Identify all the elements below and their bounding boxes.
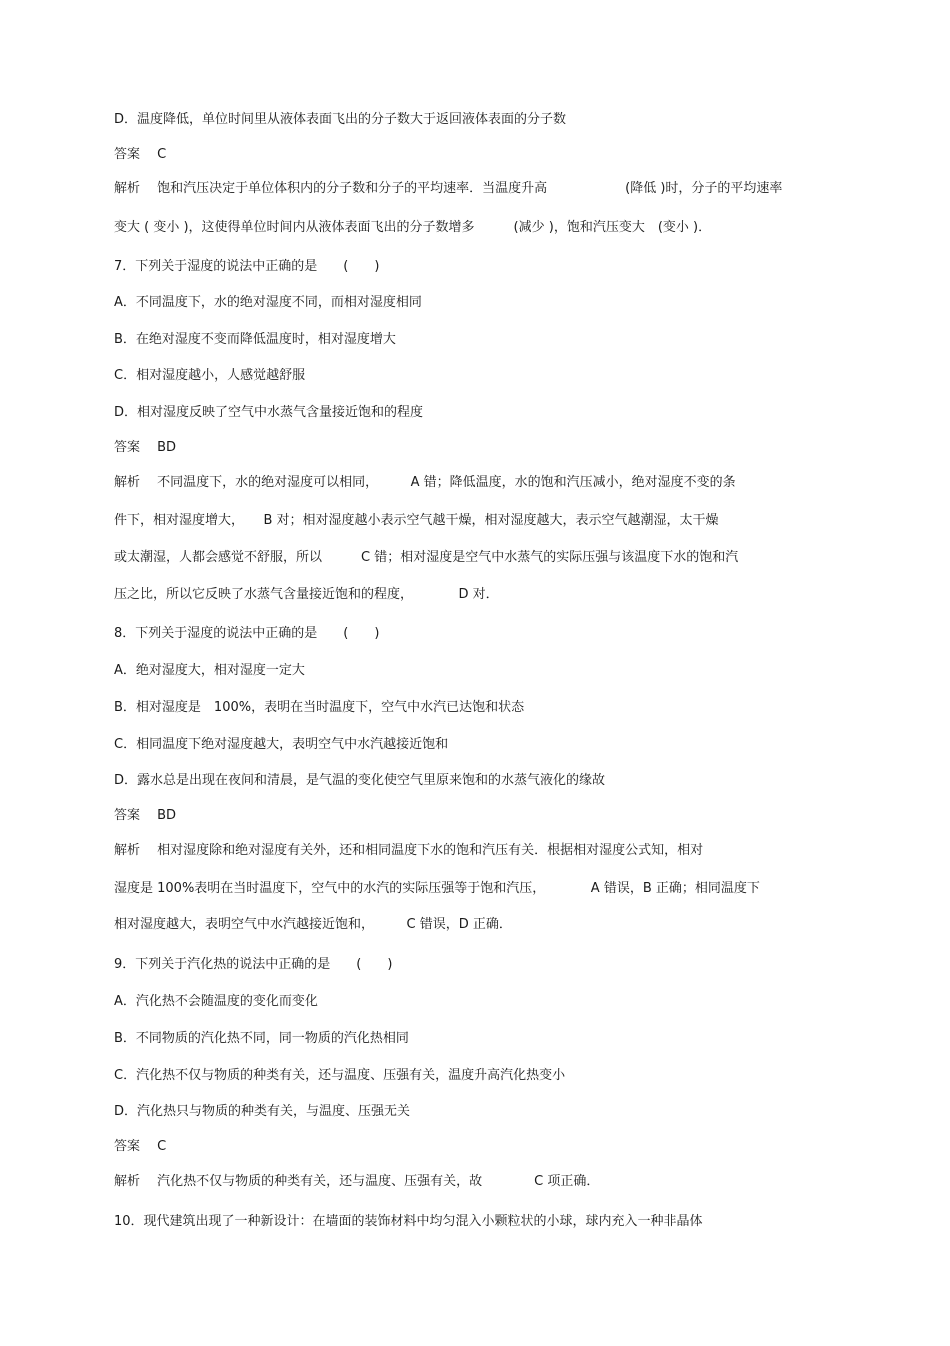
option-a-q9: A．汽化热不会随温度的变化而变化	[114, 994, 318, 1009]
explanation-q6-line2: 变大 ( 变小 )，这使得单位时间内从液体表面飞出的分子数增多 (减少 )，饱和汽压变大 (变小 )．	[114, 220, 712, 235]
explanation-q7-line2: 件下，相对湿度增大， B 对；相对湿度越小表示空气越干燥，相对湿度越大，表示空气越潮湿，太干燥	[114, 513, 719, 528]
question-9: 9．下列关于汽化热的说法中正确的是 ( )	[114, 957, 393, 972]
option-b-q9: B．不同物质的汽化热不同，同一物质的汽化热相同	[114, 1031, 409, 1046]
option-d-q6: D．温度降低，单位时间里从液体表面飞出的分子数大于返回液体表面的分子数	[114, 112, 567, 127]
answer-q8: 答案 BD	[114, 808, 177, 823]
option-d-q7: D．相对湿度反映了空气中水蒸气含量接近饱和的程度	[114, 405, 424, 420]
explanation-q9: 解析 汽化热不仅与物质的种类有关，还与温度、压强有关，故 C 项正确．	[114, 1174, 600, 1189]
question-10: 10．现代建筑出现了一种新设计：在墙面的装饰材料中均匀混入小颗粒状的小球，球内充入一种非晶体	[114, 1214, 703, 1229]
answer-q6: 答案 C	[114, 147, 167, 162]
answer-q9: 答案 C	[114, 1139, 167, 1154]
explanation-q8-line1: 解析 相对湿度除和绝对湿度有关外，还和相同温度下水的饱和汽压有关．根据相对湿度公式知，相对	[114, 843, 704, 858]
option-a-q7: A．不同温度下，水的绝对湿度不同，而相对湿度相同	[114, 295, 422, 310]
question-7: 7．下列关于湿度的说法中正确的是 ( )	[114, 259, 380, 274]
option-b-q7: B．在绝对湿度不变而降低温度时，相对湿度增大	[114, 332, 396, 347]
explanation-q6-line1: 解析 饱和汽压决定于单位体积内的分子数和分子的平均速率．当温度升高 (降低 )时，分子的平均速率	[114, 181, 783, 196]
option-d-q9: D．汽化热只与物质的种类有关，与温度、压强无关	[114, 1104, 411, 1119]
option-a-q8: A．绝对湿度大，相对湿度一定大	[114, 663, 305, 678]
option-b-q8: B．相对湿度是 100%，表明在当时温度下，空气中水汽已达饱和状态	[114, 700, 525, 715]
explanation-q7-line3: 或太潮湿，人都会感觉不舒服，所以 C 错；相对湿度是空气中水蒸气的实际压强与该温度下水的饱和汽	[114, 550, 739, 565]
explanation-q7-line1: 解析 不同温度下，水的绝对湿度可以相同， A 错；降低温度，水的饱和汽压减小，绝对湿度不变的条	[114, 475, 736, 490]
option-c-q7: C．相对湿度越小，人感觉越舒服	[114, 368, 306, 383]
question-8: 8．下列关于湿度的说法中正确的是 ( )	[114, 626, 380, 641]
explanation-q8-line2: 湿度是 100%表明在当时温度下，空气中的水汽的实际压强等于饱和汽压， A 错误，B 正确；相同温度下	[114, 881, 760, 896]
option-d-q8: D．露水总是出现在夜间和清晨，是气温的变化使空气里原来饱和的水蒸气液化的缘故	[114, 773, 606, 788]
explanation-q8-line3: 相对湿度越大，表明空气中水汽越接近饱和， C 错误，D 正确．	[114, 917, 512, 932]
option-c-q9: C．汽化热不仅与物质的种类有关，还与温度、压强有关，温度升高汽化热变小	[114, 1068, 566, 1083]
explanation-q7-line4: 压之比，所以它反映了水蒸气含量接近饱和的程度， D 对．	[114, 587, 499, 602]
answer-q7: 答案 BD	[114, 440, 177, 455]
option-c-q8: C．相同温度下绝对湿度越大，表明空气中水汽越接近饱和	[114, 737, 449, 752]
